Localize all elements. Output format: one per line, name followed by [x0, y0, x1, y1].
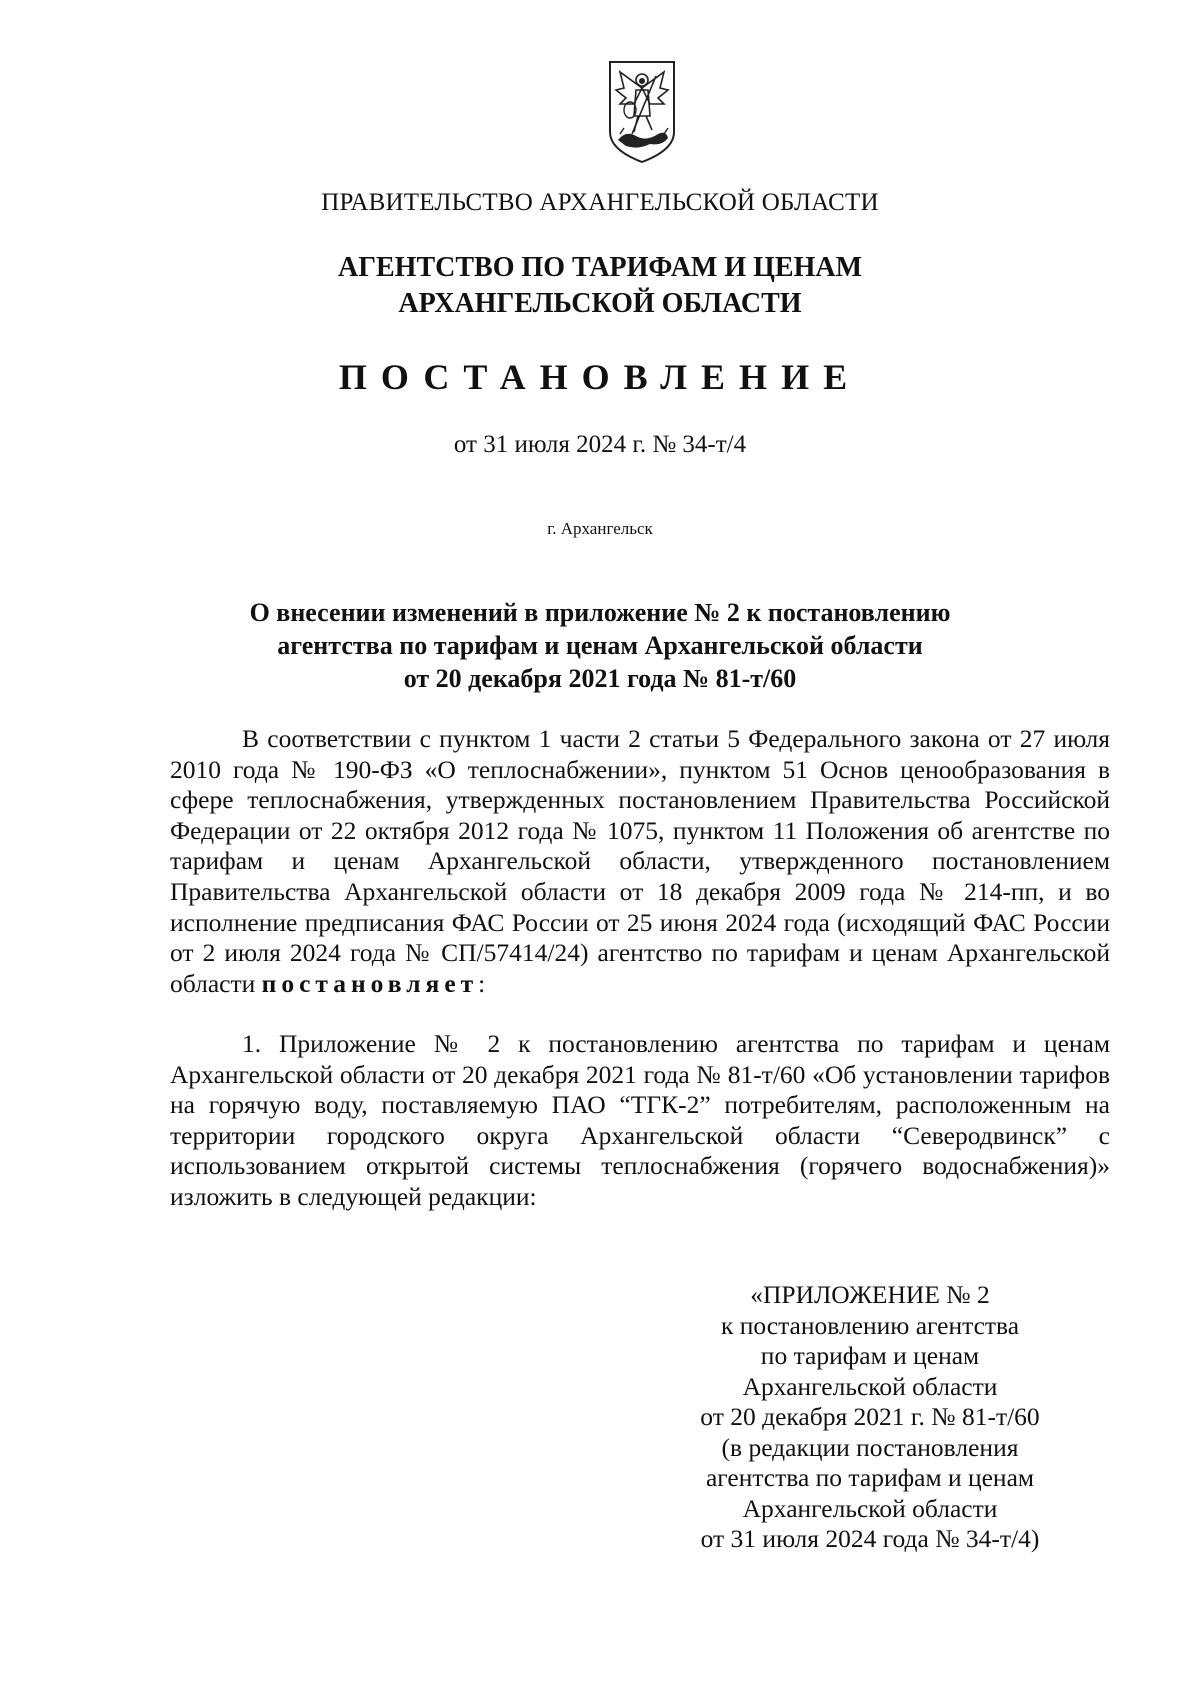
preamble-paragraph — [170, 724, 1110, 999]
subject-line-2: агентства по тарифам и ценам Архангельской области — [277, 631, 923, 660]
subject-line-3: от 20 декабря 2021 года № 81-т/60 — [403, 664, 797, 693]
appendix-line-1: «ПРИЛОЖЕНИЕ № 2 — [750, 1280, 990, 1309]
agency-heading-line-2: АРХАНГЕЛЬСКОЙ ОБЛАСТИ — [398, 288, 802, 319]
agency-heading-line-1: АГЕНТСТВО ПО ТАРИФАМ И ЦЕНАМ — [337, 252, 863, 283]
preamble-text: В соответствии с пунктом 1 части 2 статьи 5 Федерального закона от 27 июля 2010 года № 190-ФЗ «О теплоснабжении», пунктом 51 Основ ценообразования в сфере теплоснабжения, утвержденных постановлением Правительства Российской Федерации от 22 октября 2012 года № 1075, пунктом 11 Положения об агентстве по тарифам и ценам Архангельской области, утвержденного постановлением Правительства Архангельской области от 18 декабря 2009 года № 214-пп, и во исполнение предписания ФАС России от 25 июня 2024 года (исходящий ФАС России от 2 июля 2024 года № СП/57414/24) агентство по тарифам и ценам Архангельской области — [170, 724, 1110, 998]
document-type-title: ПОСТАНОВЛЕНИЕ — [338, 357, 862, 397]
resolves-word: постановляет — [261, 968, 479, 998]
coat-of-arms-icon — [606, 58, 678, 166]
government-heading: ПРАВИТЕЛЬСТВО АРХАНГЕЛЬСКОЙ ОБЛАСТИ — [321, 189, 879, 216]
document-date-number: от 31 июля 2024 г. № 34-т/4 — [453, 431, 747, 458]
city-label: г. Архангельск — [547, 519, 653, 538]
appendix-line-9: от 31 июля 2024 года № 34-т/4) — [700, 1524, 1040, 1553]
subject-heading — [0, 596, 1200, 695]
appendix-line-4: Архангельской области — [742, 1371, 998, 1401]
appendix-line-5: от 20 декабря 2021 г. № 81-т/60 — [700, 1402, 1040, 1431]
item-1-text: 1. Приложение № 2 к постановлению агентства по тарифам и ценам Архангельской области от 20 декабря 2021 года № 81-т/60 «Об установлении тарифов на горячую воду, поставляемую ПАО “ТГК-2” потребителям, расположенным на территории городского округа Архангельской области “Северодвинск” с использованием открытой системы теплоснабжения (горячего водоснабжения)» изложить в следующей редакции: — [170, 1029, 1110, 1211]
preamble-colon: : — [478, 968, 486, 998]
appendix-line-6: (в редакции постановления — [721, 1432, 1019, 1462]
agency-heading — [0, 250, 1200, 322]
appendix-line-8: Архангельской области — [742, 1493, 998, 1523]
appendix-line-2: к постановлению агентства — [720, 1310, 1020, 1340]
item-1-paragraph — [170, 1029, 1110, 1213]
appendix-line-7: агентства по тарифам и ценам — [705, 1463, 1035, 1492]
appendix-header — [640, 1280, 1100, 1555]
appendix-line-3: по тарифам и ценам — [760, 1341, 980, 1370]
subject-line-1: О внесении изменений в приложение № 2 к постановлению — [249, 598, 951, 627]
